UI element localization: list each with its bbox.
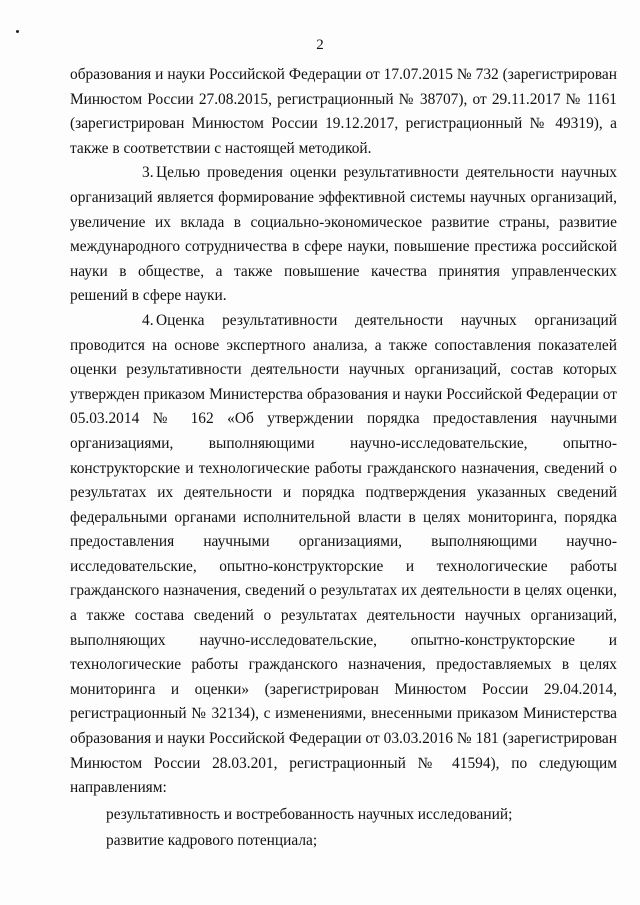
page-number: 2 (316, 37, 324, 53)
list-item: развитие кадрового потенциала; (106, 832, 318, 850)
document-body (70, 63, 617, 854)
paragraph-4 (70, 309, 617, 801)
scan-speck (16, 30, 19, 33)
paragraph-number: 4. (142, 311, 154, 329)
paragraph-text: Целью проведения оценки результативности деятельности научных организаций является формирование эффективной системы научных организаций, увеличение их вклада в социально-экономическое развитие страны, развитие международного сотрудничества в сфере науки, повышение престижа российской науки в обществе, а также повышение качества принятия управленческих решений в сфере науки. (70, 164, 617, 305)
list-item: результативность и востребованность научных исследований; (106, 805, 513, 823)
paragraph-continuation: образования и науки Российской Федерации от 17.07.2015 № 732 (зарегистрирован Минюстом России 27.08.2015, регистрационный № 38707), от 29.11.2017 № 1161 (зарегистрирован Минюстом России 19.12.2017, регистрационный № 49319), а также в соответствии с настоящей методикой. (70, 66, 617, 157)
paragraph-number: 3. (142, 164, 154, 182)
paragraph-3 (70, 161, 617, 309)
paragraph-text: Оценка результативности деятельности научных организаций проводится на основе экспертного анализа, а также сопоставления показателей оценки результативности деятельности научных организаций, состав которых утвержден приказом Министерства образования и науки Российской Федерации от 05.03.2014 № 162 «Об утверждении порядка предоставления научными организациями, выполняющими научно-исследовательские, опытно-конструкторские и технологические работы гражданского назначения, сведений о результатах их деятельности и порядка подтверждения указанных сведений федеральными органами исполнительной власти в целях мониторинга, порядка предоставления научными организациями, выполняющими научно-исследовательские, опытно-конструкторские и технологические работы гражданского назначения, сведений о результатах их деятельности в целях оценки, а также состава сведений о результатах деятельности научных организаций, выполняющих научно-исследовательские, опытно-конструкторские и технологические работы гражданского назначения, предоставляемых в целях мониторинга и оценки» (зарегистрирован Минюстом России 29.04.2014, регистрационный № 32134), с изменениями, внесенными приказом Министерства образования и науки Российской Федерации от 03.03.2016 № 181 (зарегистрирован Минюстом России 28.03.201, регистрационный № 41594), по следующим направлениям: (70, 311, 617, 797)
